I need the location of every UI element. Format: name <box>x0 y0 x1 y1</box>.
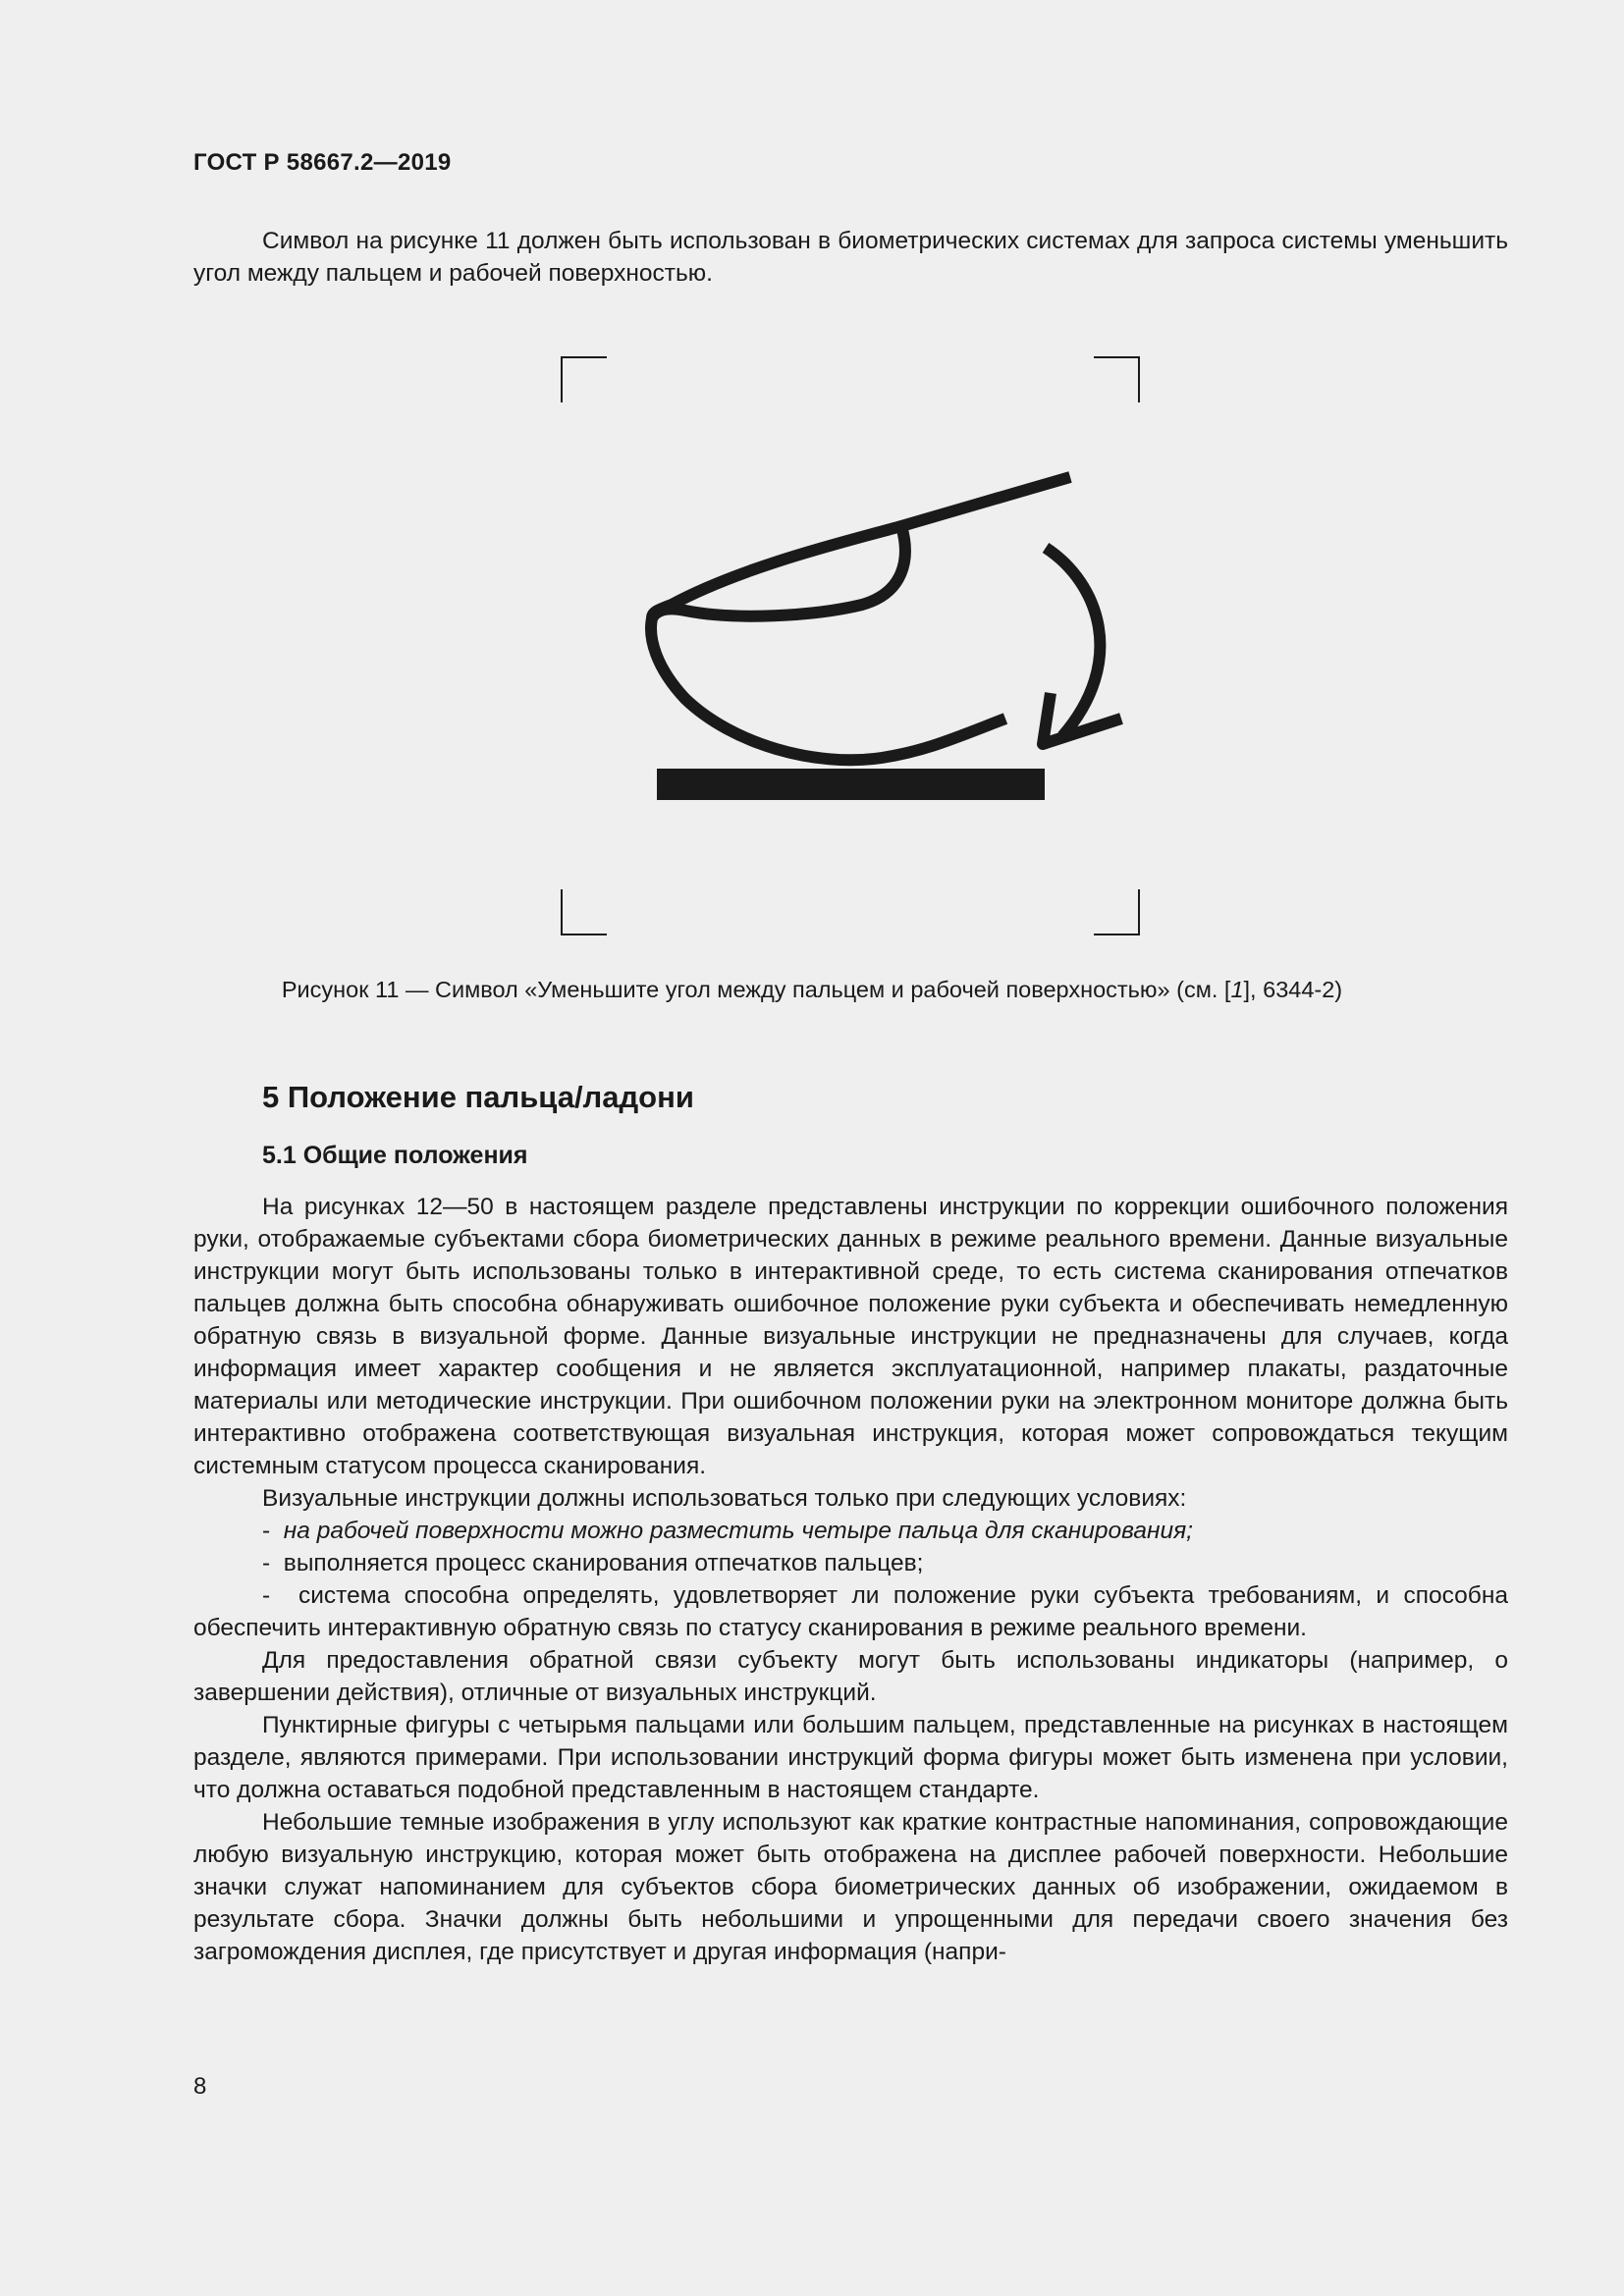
corner-bottom-left <box>562 889 607 934</box>
list-item-text: система способна определять, удовлетворяет ли положение руки субъекта требованиям, и способна обеспечить интерактивную обратную связь по статусу сканирования в режиме реального времени. <box>193 1582 1508 1641</box>
section-body <box>193 1191 1508 1968</box>
figure-caption-reference: 1 <box>1230 977 1244 1002</box>
corner-top-right <box>1094 357 1139 402</box>
list-item-text: выполняется процесс сканирования отпечатков пальцев; <box>283 1550 924 1576</box>
figure-caption-text-end: ], 6344-2) <box>1243 977 1343 1002</box>
intro-text <box>193 225 1508 290</box>
body-paragraph-5: Небольшие темные изображения в углу используют как краткие контрастные напоминания, сопровождающие любую визуальную инструкцию, которая может быть отображена на дисплее рабочей поверхности. Небольшие значки служат напоминанием для субъектов сбора биометрических данных об изображении, ожидаемом в результате сбора. Значки должны быть небольшими и упрощенными для передачи своего значения без загромождения дисплея, где присутствует и другая информация (напри- <box>193 1809 1508 1965</box>
finger-pad-outline-icon <box>651 618 1005 760</box>
section-heading: 5 Положение пальца/ладони <box>262 1080 694 1114</box>
list-marker: - <box>262 1518 271 1544</box>
document-header-code: ГОСТ Р 58667.2—2019 <box>193 149 452 176</box>
figure-11-symbol <box>558 353 1143 938</box>
list-item <box>193 1515 1508 1547</box>
list-item <box>193 1547 1508 1579</box>
figure-caption-text-start: Рисунок 11 — Символ «Уменьшите угол между пальцем и рабочей поверхностью» (см. [ <box>281 977 1231 1002</box>
corner-bottom-right <box>1094 889 1139 934</box>
body-paragraph-2: Визуальные инструкции должны использоваться только при следующих условиях: <box>262 1485 1187 1512</box>
figure-caption <box>0 977 1624 1003</box>
subsection-heading: 5.1 Общие положения <box>262 1142 528 1169</box>
list-item <box>193 1579 1508 1644</box>
working-surface-bar-icon <box>657 769 1045 800</box>
list-marker: - <box>262 1550 271 1576</box>
list-item-text: на рабочей поверхности можно разместить четыре пальца для сканирования; <box>283 1518 1193 1544</box>
finger-back-outline-icon <box>652 477 1070 618</box>
body-paragraph-1: На рисунках 12—50 в настоящем разделе представлены инструкции по коррекции ошибочного положения руки, отображаемые субъектами сбора биометрических данных в режиме реального времени. Данные визуальные инструкции могут быть использованы только в интерактивной среде, то есть система сканирования отпечатков пальцев должна быть способна обнаруживать ошибочное положение руки субъекта и обеспечивать немедленную обратную связь в визуальной форме. Данные визуальные инструкции не предназначены для случаев, когда информация имеет характер сообщения и не является эксплуатационной, например плакаты, раздаточные материалы или методические инструкции. При ошибочном положении руки на электронном мониторе должна быть интерактивно отображена соответствующая визуальная инструкция, которая может сопровождаться текущим системным статусом процесса сканирования. <box>193 1194 1508 1479</box>
corner-top-left <box>562 357 607 402</box>
list-marker: - <box>262 1582 271 1609</box>
page-number: 8 <box>193 2073 207 2100</box>
body-paragraph-3: Для предоставления обратной связи субъекту могут быть использованы индикаторы (например, о завершении действия), отличные от визуальных инструкций. <box>193 1647 1508 1706</box>
body-paragraph-4: Пунктирные фигуры с четырьмя пальцами или большим пальцем, представленные на рисунках в настоящем разделе, являются примерами. При использовании инструкций форма фигуры может быть изменена при условии, что должна оставаться подобной представленным в настоящем стандарте. <box>193 1712 1508 1803</box>
intro-paragraph: Символ на рисунке 11 должен быть использован в биометрических системах для запроса системы уменьшить угол между пальцем и рабочей поверхностью. <box>193 228 1508 287</box>
